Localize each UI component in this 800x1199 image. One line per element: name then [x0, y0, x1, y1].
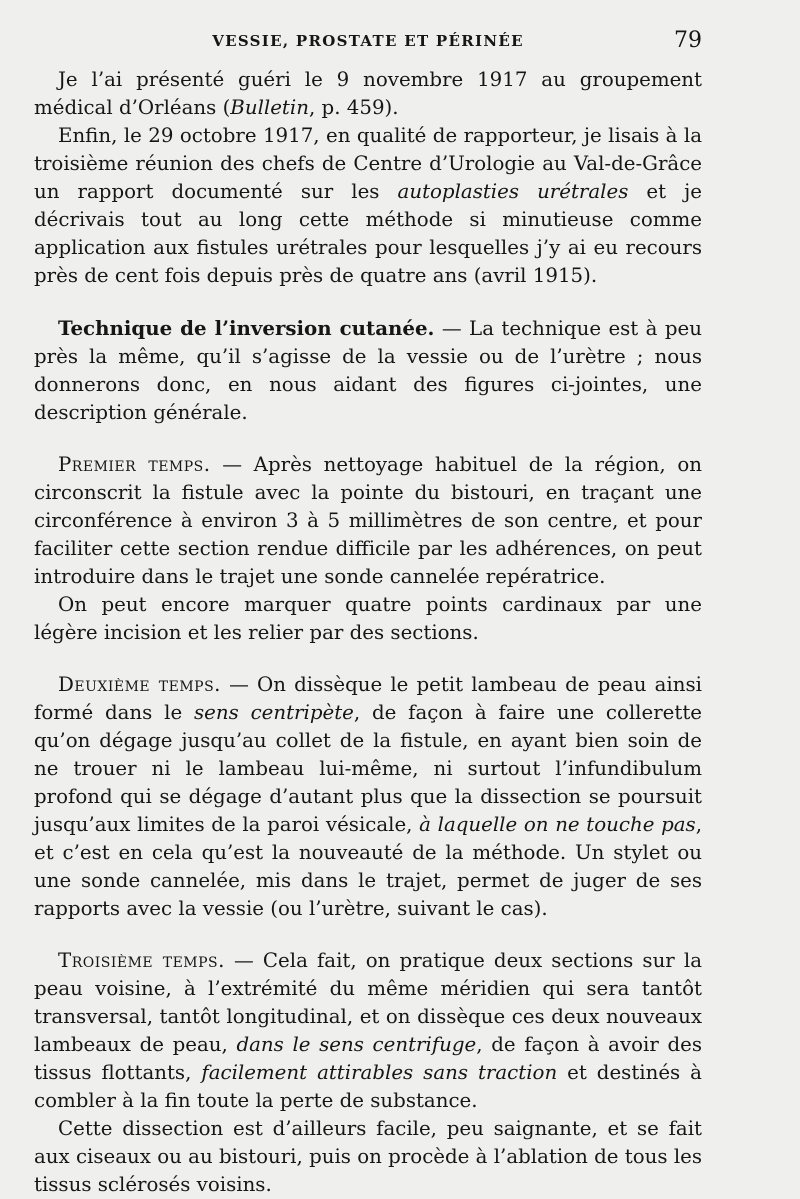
text-run: — La technique est à peu près la même, qu’il s’agisse de la vessie ou de l’urètre ; nous donnerons donc, en nous aidant des figures ci-jointes, une description générale.: [34, 317, 702, 424]
text-run: , et c’est en cela qu’est la nouveauté de la méthode. Un stylet ou une sonde cannelée, mis dans le trajet, permet de juger de ses rapports avec la vessie (ou l’urètre, suivant le cas).: [34, 813, 702, 920]
text-run: — Cela fait, on pratique deux sections sur la peau voisine, à l’extrémité du même méridien qui sera tantôt transversal, tantôt longitudinal, et on dissèque ces deux nouveaux lambeaux de peau,: [34, 949, 702, 1056]
paragraph-premier-temps: [34, 451, 702, 591]
paragraph-points-cardinaux: [34, 591, 702, 647]
step-heading: Deuxième temps.: [58, 673, 221, 696]
italic-run: facilement attirables sans traction: [201, 1061, 558, 1084]
paragraph-rapport: [34, 122, 702, 290]
text-run: — Après nettoyage habituel de la région, on circonscrit la fistule avec la pointe du bistouri, en traçant une circonférence à environ 3 à 5 millimètres de son centre, et pour faciliter cette section rendue difficile par les adhérences, on peut introduire dans le trajet une sonde cannelée repératrice.: [34, 453, 702, 588]
step-heading: Troisième temps.: [58, 949, 225, 972]
paragraph-troisieme-temps: [34, 947, 702, 1115]
page-number: 79: [674, 28, 702, 53]
text-run: Cette dissection est d’ailleurs facile, peu saignante, et se fait aux ciseaux ou au bistouri, puis on procède à l’ablation de tous les tissus sclérosés voisins.: [34, 1117, 703, 1196]
paragraph-bulletin: [34, 66, 702, 122]
text-run: , p. 459).: [308, 96, 399, 119]
paragraph-dissection: [34, 1115, 702, 1199]
italic-run: autoplasties urétrales: [397, 180, 629, 203]
running-head: VESSIE, PROSTATE ET PÉRINÉE: [212, 32, 524, 50]
text-run: Je l’ai présenté guéri le 9 novembre 1917 au groupement médical d’Orléans (: [34, 68, 702, 119]
step-heading: Premier temps.: [58, 453, 211, 476]
text-run: — On dissèque le petit lambeau de peau ainsi formé dans le: [34, 673, 702, 724]
paragraph-deuxieme-temps: [34, 671, 702, 923]
text-run: Enfin, le 29 octobre 1917, en qualité de rapporteur, je lisais à la troisième réunion des chefs de Centre d’Urologie au Val-de-Grâce un rapport documenté sur les: [34, 124, 702, 203]
italic-run: sens centripète: [194, 701, 354, 724]
italic-run: Bulletin: [230, 96, 309, 119]
page-body: [34, 66, 702, 1199]
text-run: et destinés à combler à la fin toute la perte de substance.: [34, 1061, 702, 1112]
text-run: On peut encore marquer quatre points cardinaux par une légère incision et les relier par des sections.: [34, 593, 702, 644]
page-header: [34, 28, 702, 56]
paragraph-technique: [34, 314, 702, 427]
italic-run: dans le sens centrifuge: [236, 1033, 477, 1056]
text-run: , de façon à faire une collerette qu’on dégage jusqu’au collet de la fistule, en ayant bien soin de ne trouer ni le lambeau lui-même, ni surtout l’infundibulum profond qui se dégage d’autant plus que la dissection se poursuit jusqu’aux limites de la paroi vésicale,: [34, 701, 702, 836]
section-heading: Technique de l’inversion cutanée.: [58, 316, 435, 340]
text-run: et je décrivais tout au long cette méthode si minutieuse comme application aux fistules urétrales pour lesquelles j’y ai eu recours près de cent fois depuis près de quatre ans (avril 1915).: [34, 180, 703, 287]
text-run: , de façon à avoir des tissus flottants,: [34, 1033, 702, 1084]
italic-run: à laquelle on ne touche pas: [419, 813, 696, 836]
